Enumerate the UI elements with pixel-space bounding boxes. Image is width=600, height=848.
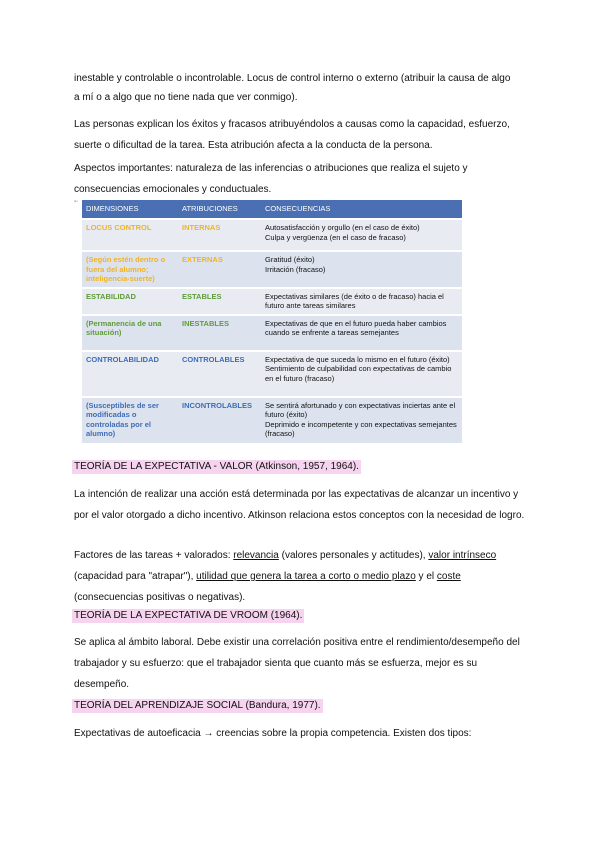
header-atribuciones: ATRIBUCIONES: [178, 200, 261, 219]
cell-consequence: Expectativa de que suceda lo mismo en el futuro (éxito) Sentimiento de culpabilidad con expectativas de cambio en el futuro (fracaso): [261, 351, 462, 397]
heading-bandura: TEORÍA DEL APRENDIZAJE SOCIAL (Bandura, 1977).: [74, 700, 321, 711]
paragraph-attribution: Las personas explican los éxitos y fracasos atribuyéndolos a causas como la capacidad, esfuerzo, suerte o dificultad de la tarea. Esta atribución afecta a la conducta de la persona.: [74, 119, 510, 151]
table-row: [82, 251, 462, 288]
heading-vroom: TEORÍA DE LA EXPECTATIVA DE VROOM (1964).: [74, 610, 303, 621]
paragraph-locus-line2: a mí o a algo que no tiene nada que ver conmigo).: [74, 92, 298, 103]
factor-utilidad: utilidad que genera la tarea a corto o medio plazo: [196, 571, 416, 582]
cell-dimension: CONTROLABILIDAD: [82, 351, 178, 397]
cell-consequence: Se sentirá afortunado y con expectativas inciertas ante el futuro (éxito) Deprimido e incompetente y con expectativas semejantes (fracaso): [261, 397, 462, 443]
factor-valor-intrinseco: valor intrínseco: [428, 550, 497, 561]
paragraph-vroom: Se aplica al ámbito laboral. Debe existir una correlación positiva entre el rendimiento/desempeño del trabajador y su esfuerzo: que el trabajador sienta que cuanto más se esfuerza, mejor es su desempeño.: [74, 637, 520, 690]
header-consecuencias: CONSECUENCIAS: [261, 200, 462, 219]
table-row: [82, 219, 462, 251]
paragraph-atkinson: La intención de realizar una acción está determinada por las expectativas de alcanzar un incentivo y por el valor otorgado a dicho incentivo. Atkinson relaciona estos conceptos con la necesidad de logro.: [74, 489, 525, 521]
table-row: [82, 288, 462, 315]
cell-dimension: (Permanencia de una situación): [82, 315, 178, 351]
cell-attribution: EXTERNAS: [178, 251, 261, 288]
cell-attribution: INTERNAS: [178, 219, 261, 251]
table-row: [82, 351, 462, 397]
paragraph-factores: [74, 545, 526, 608]
cell-consequence: Expectativas de que en el futuro pueda haber cambios cuando se enfrente a tareas semejantes: [261, 315, 462, 351]
table-row: [82, 315, 462, 351]
cell-attribution: CONTROLABLES: [178, 351, 261, 397]
paragraph-important-aspects: Aspectos importantes: naturaleza de las inferencias o atribuciones que realiza el sujeto y consecuencias emocionales y conductuales.: [74, 163, 468, 195]
cell-dimension: ESTABILIDAD: [82, 288, 178, 315]
cell-consequence: Autosatisfacción y orgullo (en el caso de éxito) Culpa y vergüenza (en el caso de fracaso): [261, 219, 462, 251]
factor-coste-desc: (consecuencias positivas o negativas).: [74, 592, 246, 603]
factor-and: y el: [415, 571, 437, 582]
factor-relevancia: relevancia: [233, 550, 279, 561]
factor-valor-desc: (capacidad para "atrapar"),: [74, 571, 197, 582]
cell-attribution: ESTABLES: [178, 288, 261, 315]
table-header-row: [82, 200, 462, 219]
table-corner-mark: ▪▫: [74, 199, 79, 205]
cell-consequence: Gratitud (éxito) Irritación (fracaso): [261, 251, 462, 288]
cell-dimension: (Según estén dentro o fuera del alumno; inteligencia-suerte): [82, 251, 178, 288]
table-row: [82, 397, 462, 443]
attribution-table: [82, 200, 462, 443]
cell-dimension: LOCUS CONTROL: [82, 219, 178, 251]
cell-attribution: INESTABLES: [178, 315, 261, 351]
factores-prefix: Factores de las tareas + valorados:: [74, 550, 234, 561]
heading-expectativa-valor: TEORÍA DE LA EXPECTATIVA - VALOR (Atkinson, 1957, 1964).: [74, 461, 359, 472]
header-dimensiones: DIMENSIONES: [82, 200, 178, 219]
cell-dimension: (Susceptibles de ser modificadas o controladas por el alumno): [82, 397, 178, 443]
factor-relevancia-desc: (valores personales y actitudes),: [278, 550, 429, 561]
cell-attribution: INCONTROLABLES: [178, 397, 261, 443]
cell-consequence: Expectativas similares (de éxito o de fracaso) hacia el futuro ante tareas similares: [261, 288, 462, 315]
paragraph-locus-line1: inestable y controlable o incontrolable. Locus de control interno o externo (atribuir la causa de algo: [74, 73, 511, 84]
paragraph-autoeficacia: Expectativas de autoeficacia → creencias sobre la propia competencia. Existen dos tipos:: [74, 728, 472, 739]
factor-coste: coste: [436, 571, 461, 582]
